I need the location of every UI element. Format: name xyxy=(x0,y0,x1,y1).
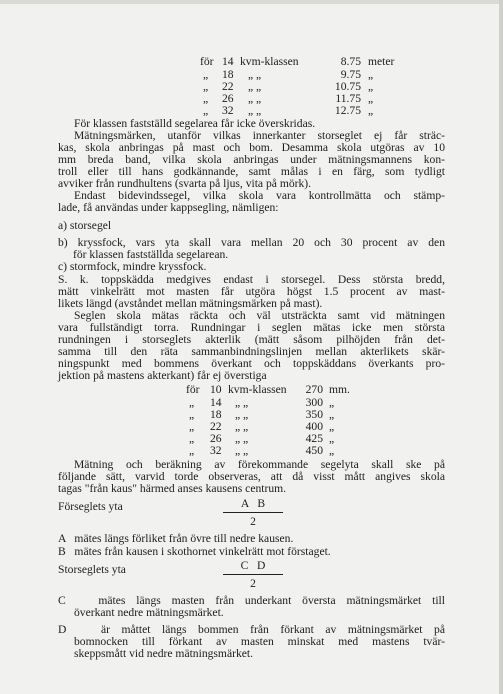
scan-edge-top xyxy=(0,0,503,4)
row-class-number: 32 xyxy=(222,104,234,117)
row-class-number: 26 xyxy=(210,432,222,445)
row-suffix: „ xyxy=(329,396,335,409)
fraction-bar xyxy=(223,574,283,575)
text-line: Mätningsmärken, utanför vilkas innerkanter storseglet ej får sträc- xyxy=(74,129,445,142)
row-class-number: 14 xyxy=(210,396,222,409)
definition-line: C mätes längs masten från underkant översta mätningsmärket till xyxy=(58,594,445,607)
definition-line: skeppsmått vid nedre mätningsmärket. xyxy=(74,647,254,660)
list-item: a) storsegel xyxy=(58,219,112,232)
row-suffix: „ xyxy=(329,420,335,433)
row-suffix: „ xyxy=(329,408,335,421)
row-prefix: „ xyxy=(203,68,209,81)
fraction-bar xyxy=(223,512,283,513)
row-prefix: „ xyxy=(203,92,209,105)
row-unit: „ „ xyxy=(235,396,249,409)
row-unit: „ „ xyxy=(248,104,262,117)
text-line: rundningen i storseglets akterlik (mätt såsom pilhöjden från det- xyxy=(58,333,445,346)
text-line: S. k. toppskädda medgives endast i storsegel. Dess största bredd, xyxy=(58,273,445,286)
row-class-number: 22 xyxy=(210,420,222,433)
formula-numerator: A B xyxy=(240,497,266,510)
text-line: vara fullständigt torra. Rundningar i seglen mätas icke men största xyxy=(58,321,445,334)
row-prefix: „ xyxy=(189,444,195,457)
row-prefix: „ xyxy=(203,104,209,117)
formula-label: Storseglets yta xyxy=(58,563,126,576)
row-class-number: 32 xyxy=(210,444,222,457)
text-line: ningspunkt med bommens överkant och toppskäddans överkants pro- xyxy=(58,357,445,370)
text-line: tagas "från kaus" härmed anses kausens centrum. xyxy=(58,482,287,495)
row-class-number: 10 xyxy=(210,383,222,396)
row-suffix: „ xyxy=(368,104,374,117)
row-suffix: meter xyxy=(368,55,395,68)
text-line: lade, få användas under kappsegling, nämligen: xyxy=(58,201,279,214)
row-unit: „ „ xyxy=(235,408,249,421)
row-class-number: 26 xyxy=(222,92,234,105)
row-prefix: för xyxy=(200,55,214,68)
row-value: 270 xyxy=(305,383,323,396)
row-prefix: „ xyxy=(203,80,209,93)
row-value: 11.75 xyxy=(335,92,361,105)
row-unit: „ „ xyxy=(235,432,249,445)
definition-line: D är måttet längs bommen från förkant av mätningsmärket på xyxy=(58,623,445,636)
row-value: 425 xyxy=(305,432,323,445)
row-class-number: 18 xyxy=(210,408,222,421)
row-value: 350 xyxy=(305,408,323,421)
row-suffix: „ xyxy=(368,80,374,93)
list-item: c) stormfock, mindre kryssfock. xyxy=(58,260,207,273)
row-class-number: 14 xyxy=(222,55,234,68)
formula-label: Förseglets yta xyxy=(58,500,123,513)
list-item: b) kryssfock, vars yta skall vara mellan 20 och 30 procent av den xyxy=(58,236,445,249)
text-line: Mätning och beräkning av förekommande segelyta skall ske på xyxy=(74,458,445,471)
row-class-number: 22 xyxy=(222,80,234,93)
row-value: 9.75 xyxy=(340,68,361,81)
scan-edge-right xyxy=(499,0,503,694)
list-item-continuation: för klassen fastställda segelarean. xyxy=(73,248,229,261)
row-unit: kvm-klassen xyxy=(228,383,287,396)
row-unit: „ „ xyxy=(235,420,249,433)
row-unit: kvm-klassen xyxy=(240,55,299,68)
row-suffix: „ xyxy=(329,444,335,457)
definition-line: bomnocken till förkant av masten minskat med mastens tvär- xyxy=(74,635,445,648)
row-value: 300 xyxy=(305,396,323,409)
text-line: jektion på mastens akterkant) får ej överstiga xyxy=(58,369,267,382)
row-prefix: „ xyxy=(189,408,195,421)
text-line: För klassen fastställd segelarea får icke överskridas. xyxy=(74,117,316,130)
text-line: Seglen skola mätas räckta och väl utsträckta samt vid mätningen xyxy=(74,309,445,322)
row-value: 10.75 xyxy=(334,80,361,93)
row-suffix: mm. xyxy=(329,383,350,396)
row-suffix: „ xyxy=(368,92,374,105)
formula-denominator: 2 xyxy=(250,577,256,590)
formula-denominator: 2 xyxy=(250,515,256,528)
row-unit: „ „ xyxy=(248,80,262,93)
row-prefix: „ xyxy=(189,396,195,409)
definition-line: överkant nedre mätningsmärket. xyxy=(74,606,224,619)
row-prefix: för xyxy=(186,383,200,396)
text-line: avviker från rundhultens (svarta på ljus, vita på mörk). xyxy=(58,177,312,190)
row-value: 8.75 xyxy=(340,55,361,68)
text-line: mätt vinkelrätt mot masten får utgöra högst 1.5 procent av mast- xyxy=(58,285,445,298)
row-value: 450 xyxy=(305,444,323,457)
row-value: 12.75 xyxy=(334,104,361,117)
row-unit: „ „ xyxy=(235,444,249,457)
text-line: kas, skola anbringas på mast och bom. Desamma skola utgöras av 10 xyxy=(58,141,445,154)
definition-line: B mätes från kausen i skothornet vinkelrätt mot förstaget. xyxy=(58,545,331,558)
row-prefix: „ xyxy=(189,432,195,445)
text-line: följande sätt, varvid torde observeras, att då visst mått angives skola xyxy=(58,470,445,483)
row-unit: „ „ xyxy=(248,92,262,105)
row-unit: „ „ xyxy=(248,68,262,81)
text-line: troll eller till hans godkännande, samt målas i en färg, som tydligt xyxy=(58,165,445,178)
text-line: samma till den räta sammanbindningslinjen mellan akterlikets skär- xyxy=(58,345,445,358)
formula-numerator: C D xyxy=(240,559,266,572)
row-class-number: 18 xyxy=(222,68,234,81)
row-prefix: „ xyxy=(189,420,195,433)
text-line: likets längd (avståndet mellan mätningsmärken på mast). xyxy=(58,297,323,310)
row-value: 400 xyxy=(305,420,323,433)
row-suffix: „ xyxy=(368,68,374,81)
text-line: Endast bidevindssegel, vilka skola vara kontrollmätta och stämp- xyxy=(74,189,445,202)
row-suffix: „ xyxy=(329,432,335,445)
text-line: mm breda band, vilka skola anbringas under mätningsmannens kon- xyxy=(58,153,445,166)
definition-line: A mätes längs förliket från övre till nedre kausen. xyxy=(58,532,294,545)
